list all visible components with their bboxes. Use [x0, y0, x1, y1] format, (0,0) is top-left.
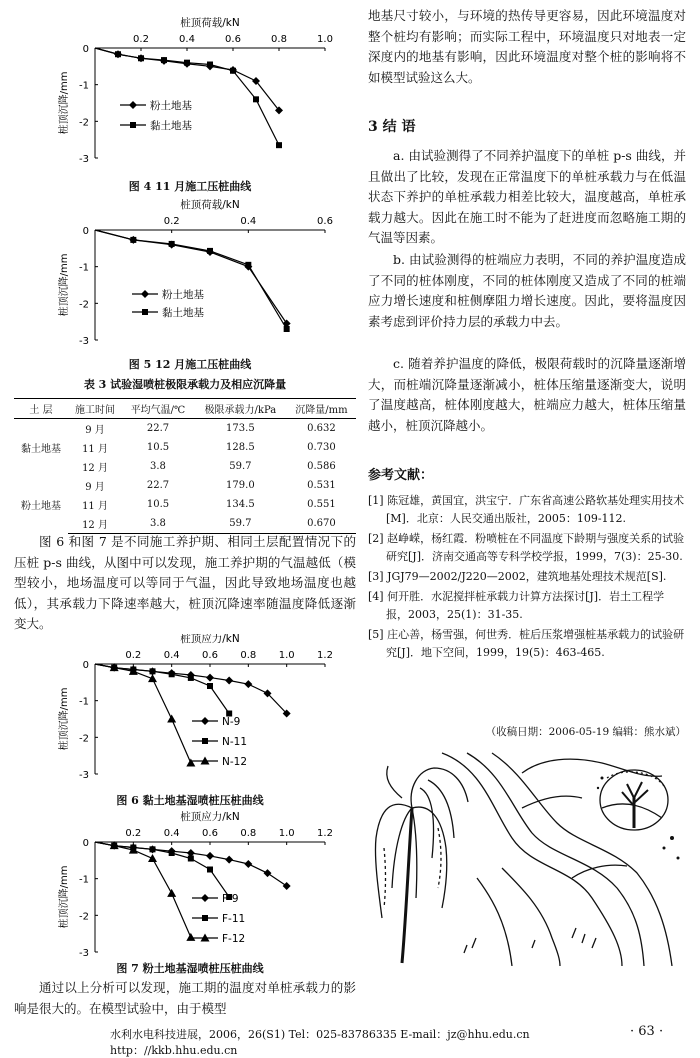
x-tick-label: 0.2 — [125, 828, 142, 839]
x-tick-label: 0.6 — [317, 216, 333, 227]
y-tick-label: 0 — [82, 44, 89, 55]
y-tick-label: -3 — [79, 948, 89, 958]
reference-2: [2] 赵峥嵘，杨红霞．粉喷桩在不同温度下龄期与强度关系的试验研究[J]．济南交通高等专科学校学报，1999，7(3)：25-30. — [368, 532, 685, 563]
conclusion-c: c. 随着养护温度的降低，极限荷载时的沉降量逐渐增大，而桩端沉降量逐渐减小，桩体压缩量逐渐变大，说明了温度越高，桩体刚度越大，桩端应力越大，桩体压缩量越小，桩顶沉降越小。 — [368, 356, 686, 433]
series-line — [95, 842, 287, 886]
data-point — [244, 860, 252, 868]
table-3-cell: 59.7 — [194, 514, 287, 534]
table-3-cell: 10.5 — [146, 499, 170, 510]
reference-1: [1] 陈冠雄，黄国宜，洪宝宁．广东省高速公路软基处理实用技术[M]．北京：人民交通出版社，2005：109-112. — [368, 494, 685, 525]
data-point — [186, 759, 195, 767]
x-tick-label: 0.6 — [202, 828, 218, 839]
table-3-cell: 0.531 — [307, 480, 336, 491]
data-point — [207, 248, 213, 254]
table-3-cell: 59.7 — [229, 461, 252, 472]
x-tick-label: 1.0 — [317, 34, 333, 45]
x-tick-label: 0.4 — [179, 34, 195, 45]
table-3-cell: 0.730 — [307, 442, 336, 453]
data-point — [169, 241, 175, 247]
table-row — [14, 476, 356, 495]
x-axis-label: 桩顶荷载/kN — [180, 199, 240, 211]
y-tick-label: -2 — [79, 299, 89, 311]
table-3-cell: 173.5 — [226, 423, 255, 434]
x-tick-label: 0.2 — [163, 216, 180, 227]
series-line — [95, 842, 191, 937]
x-axis-label: 桩顶应力/kN — [180, 811, 240, 823]
table-3-cell: 0.632 — [307, 423, 336, 434]
table-3-cell: 128.5 — [226, 442, 255, 453]
data-point — [184, 60, 190, 66]
table-3-cell: 134.5 — [226, 499, 255, 510]
data-point — [169, 671, 175, 677]
table-3-cell: 12 月 — [68, 514, 122, 534]
table-3-cell: 22.7 — [146, 423, 170, 434]
data-point — [150, 846, 156, 852]
x-tick-label: 1.0 — [278, 650, 295, 661]
y-axis-label: 桩顶沉降/mm — [59, 71, 70, 135]
table-3-cell: 9 月 — [85, 482, 105, 493]
legend-label: F-12 — [222, 933, 246, 945]
y-tick-label: 0 — [82, 660, 89, 671]
table-3-cell: 9 月 — [85, 425, 105, 436]
table-row — [14, 419, 356, 439]
figure-7-chart — [40, 808, 340, 958]
table-3-cell: 12 月 — [82, 463, 108, 474]
y-tick-label: -2 — [79, 117, 89, 129]
references-heading: 参考文献： — [368, 468, 434, 483]
table-3-cell: 0.586 — [307, 461, 336, 472]
reference-4: [4] 何开胜．水泥搅拌桩承载力计算方法探讨[J]．岩土工程学报，2003，25(1)：31-35. — [368, 590, 665, 621]
reference-5: [5] 庄心善，杨雪强，何世秀．桩后压浆增强桩基承载力的试验研究[J]．地下空间，1999，19(5)：463-465. — [368, 628, 685, 659]
figure-6-chart — [40, 634, 340, 784]
data-point — [206, 674, 214, 682]
figure-5-caption: 图 5 12 月施工压桩曲线 — [128, 358, 252, 371]
figure-4-chart — [40, 6, 340, 176]
table-3-grid — [14, 398, 356, 534]
y-tick-label: 0 — [82, 838, 89, 849]
conclusion-a: a. 由试验测得了不同养护温度下的单桩 p-s 曲线，并且做出了比较，发现在正常温度下的单桩承载力与在低温状态下养护的单桩承载力相差比较大，温度越高，单桩承载力越大。因此在施工时不能为了赶进度而忽略施工期的气温等因素。 — [368, 148, 686, 245]
data-point — [169, 850, 175, 856]
y-tick-label: -3 — [79, 336, 89, 347]
y-tick-label: -3 — [79, 154, 89, 165]
legend-label: 黏土地基 — [162, 307, 204, 319]
data-point — [225, 677, 233, 685]
data-point — [167, 889, 176, 897]
received-date: （收稿日期：2006-05-19 编辑：熊水斌） — [485, 726, 686, 738]
legend-label: 粉土地基 — [150, 100, 192, 112]
x-axis-label: 桩顶应力/kN — [180, 634, 240, 645]
y-tick-label: -1 — [79, 874, 89, 886]
x-tick-label: 0.8 — [240, 828, 257, 839]
y-tick-label: -2 — [79, 911, 89, 923]
x-tick-label: 0.6 — [202, 650, 218, 661]
data-point — [148, 674, 157, 682]
table-3-soil-cell: 黏土地基 — [21, 444, 61, 455]
data-point — [244, 680, 252, 688]
legend-label: F-9 — [222, 893, 239, 905]
table-3-header-2: 平均气温/℃ — [122, 399, 194, 419]
legend-label: N-11 — [222, 736, 248, 748]
paragraph-analysis: 通过以上分析可以发现，施工期的温度对单桩承载力的影响是很大的。在模型试验中，由于模型 — [14, 980, 356, 1016]
data-point — [142, 309, 148, 315]
x-tick-label: 1.2 — [317, 650, 333, 661]
data-point — [207, 867, 213, 873]
footer-journal-info: 水利水电科技进展，2006，26(S1) Tel：025-83786335 E-mail：jz@hhu.edu.cn http：//kkb.hhu.edu.cn — [110, 1028, 530, 1057]
table-3-cell: 10.5 — [146, 442, 170, 453]
landscape-illustration — [372, 748, 684, 966]
data-point — [264, 869, 272, 877]
series-line — [95, 664, 191, 763]
table-3-title: 表 3 试验湿喷桩极限承载力及相应沉降量 — [83, 378, 287, 391]
legend-label: F-11 — [222, 913, 246, 925]
x-tick-label: 0.8 — [271, 34, 287, 45]
data-point — [141, 290, 149, 298]
y-tick-label: -1 — [79, 262, 89, 274]
table-3-cell: 0.551 — [307, 499, 336, 510]
x-tick-label: 1.0 — [278, 828, 295, 839]
section-heading-conclusions: 3 结 语 — [368, 119, 416, 135]
table-3-header-3: 极限承载力/kPa — [194, 399, 287, 419]
y-axis-label: 桩顶沉降/mm — [59, 253, 70, 317]
x-tick-label: 0.4 — [163, 650, 180, 661]
page-number: · 63 · — [630, 1024, 664, 1039]
references-list — [368, 492, 686, 664]
data-point — [207, 62, 213, 68]
x-axis-label: 桩顶荷载/kN — [180, 17, 240, 29]
figure-5-chart — [40, 196, 340, 354]
data-point — [230, 68, 236, 74]
conclusion-b: b. 由试验测得的桩端应力表明，不同的养护温度造成了不同的桩体刚度，不同的桩体刚度又造成了不同的桩端应力增长速度和桩侧摩阻力增长速度。因此，要将温度因素考虑到评价持力层的承载力中去。 — [368, 252, 686, 329]
table-3-cell: 3.8 — [122, 514, 194, 534]
legend-label: 黏土地基 — [150, 120, 192, 132]
data-point — [253, 96, 259, 102]
x-tick-label: 1.2 — [317, 828, 333, 839]
data-point — [188, 856, 194, 862]
y-tick-label: -3 — [79, 770, 89, 781]
data-point — [148, 854, 157, 862]
data-point — [245, 262, 251, 268]
table-3-header-0: 土 层 — [14, 399, 68, 419]
y-tick-label: 0 — [82, 226, 89, 237]
x-tick-label: 0.2 — [125, 650, 142, 661]
figure-4-caption: 图 4 11 月施工压桩曲线 — [128, 180, 252, 193]
table-3-header-4: 沉降量/mm — [287, 399, 356, 419]
data-point — [130, 122, 136, 128]
data-point — [188, 675, 194, 681]
reference-3: [3] JGJ79—2002/J220—2002，建筑地基处理技术规范[S]. — [368, 570, 667, 583]
x-tick-label: 0.2 — [133, 34, 149, 45]
data-point — [202, 738, 208, 744]
table-3-soil-cell: 粉土地基 — [21, 501, 61, 513]
data-point — [206, 852, 214, 860]
x-tick-label: 0.8 — [240, 650, 257, 661]
table-3-cell: 11 月 — [82, 501, 108, 512]
data-point — [186, 933, 195, 941]
data-point — [283, 882, 291, 890]
table-3 — [14, 376, 356, 534]
table-3-header-1: 施工时间 — [68, 399, 122, 419]
data-point — [225, 856, 233, 864]
data-point — [161, 57, 167, 63]
legend-label: N-9 — [222, 716, 241, 728]
paragraph-fig6-7: 图 6 和图 7 是不同施工养护期、相同土层配置情况下的压桩 p-s 曲线，从图中可以发现，施工养护期的气温越低（模型较小，地场温度可以等同于气温，因此导致地场温度也越低），其承载力下降速率越大，桩顶沉降速率随温度降低逐渐变大。 — [14, 534, 356, 631]
data-point — [202, 915, 208, 921]
x-tick-label: 0.4 — [163, 828, 180, 839]
y-tick-label: -2 — [79, 733, 89, 745]
data-point — [115, 51, 121, 57]
data-point — [150, 668, 156, 674]
x-tick-label: 0.4 — [240, 216, 257, 227]
table-3-cell: 22.7 — [146, 480, 170, 491]
legend-label: N-12 — [222, 756, 248, 768]
data-point — [201, 894, 209, 902]
figure-7-caption: 图 7 粉土地基湿喷桩压桩曲线 — [116, 962, 264, 975]
data-point — [129, 101, 137, 109]
paragraph-continued: 地基尺寸较小，与环境的热传导更容易，因此环境温度对整个桩均有影响；而实际工程中，环境温度只对地表一定深度内的地基有影响，因此环境温度对整个桩的影响将不如模型试验这么大。 — [368, 8, 686, 85]
data-point — [167, 715, 176, 723]
data-point — [138, 55, 144, 61]
y-tick-label: -1 — [79, 80, 89, 92]
data-point — [276, 142, 282, 148]
y-axis-label: 桩顶沉降/mm — [59, 687, 70, 751]
data-point — [130, 237, 136, 243]
table-3-cell: 0.670 — [287, 514, 356, 534]
y-axis-label: 桩顶沉降/mm — [59, 865, 70, 929]
table-3-cell: 179.0 — [226, 480, 255, 491]
data-point — [207, 683, 213, 689]
data-point — [284, 326, 290, 332]
x-tick-label: 0.6 — [225, 34, 241, 45]
data-point — [201, 717, 209, 725]
figure-6-caption: 图 6 黏土地基湿喷桩压桩曲线 — [116, 794, 264, 807]
legend-label: 粉土地基 — [162, 289, 204, 301]
table-3-cell: 3.8 — [150, 461, 166, 472]
y-tick-label: -1 — [79, 696, 89, 708]
table-3-cell: 11 月 — [82, 444, 108, 455]
